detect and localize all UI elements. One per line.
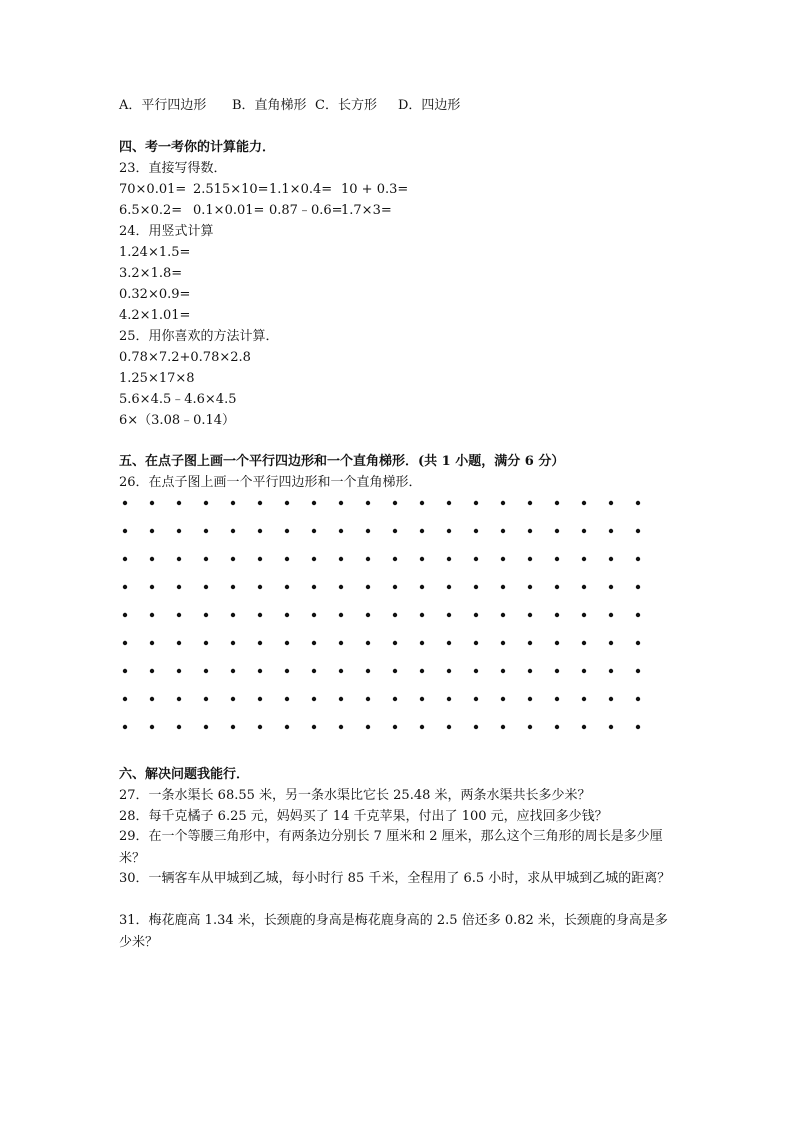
grid-dot bbox=[555, 641, 559, 645]
grid-dot bbox=[528, 641, 532, 645]
q30: 30．一辆客车从甲城到乙城，每小时行 85 千米，全程用了 6.5 小时，求从甲城到乙城的距离？ bbox=[119, 871, 671, 886]
grid-dot bbox=[393, 585, 397, 589]
grid-dot bbox=[339, 669, 343, 673]
grid-dot bbox=[393, 557, 397, 561]
option-c: C．长方形 bbox=[315, 98, 377, 113]
q24-item: 0.32×0.9= bbox=[119, 287, 191, 302]
grid-dot bbox=[312, 725, 316, 729]
grid-dot bbox=[447, 697, 451, 701]
grid-dot bbox=[474, 669, 478, 673]
grid-dot bbox=[474, 641, 478, 645]
grid-dot bbox=[177, 669, 181, 673]
grid-dot bbox=[447, 585, 451, 589]
grid-dot bbox=[204, 501, 208, 505]
q23-item: 0.1×0.01= bbox=[193, 203, 265, 218]
grid-dot bbox=[177, 529, 181, 533]
grid-dot bbox=[636, 501, 640, 505]
grid-dot bbox=[177, 585, 181, 589]
grid-dot bbox=[312, 501, 316, 505]
q31: 31．梅花鹿高 1.34 米，长颈鹿的身高是梅花鹿身高的 2.5 倍还多 0.82 米，长颈鹿的身高是多少米？ bbox=[119, 913, 668, 950]
grid-dot bbox=[285, 585, 289, 589]
grid-dot bbox=[474, 557, 478, 561]
grid-dot bbox=[609, 529, 613, 533]
grid-dot bbox=[447, 501, 451, 505]
grid-dot bbox=[609, 641, 613, 645]
grid-dot bbox=[582, 585, 586, 589]
grid-dot bbox=[582, 557, 586, 561]
grid-dot bbox=[366, 557, 370, 561]
grid-dot bbox=[420, 529, 424, 533]
grid-dot bbox=[231, 725, 235, 729]
grid-dot bbox=[555, 585, 559, 589]
grid-dot bbox=[582, 697, 586, 701]
grid-dot bbox=[285, 641, 289, 645]
grid-dot bbox=[366, 725, 370, 729]
grid-dot bbox=[420, 557, 424, 561]
grid-dot bbox=[582, 725, 586, 729]
grid-dot bbox=[339, 725, 343, 729]
grid-dot bbox=[285, 501, 289, 505]
grid-dot bbox=[636, 613, 640, 617]
grid-dot bbox=[474, 613, 478, 617]
grid-dot bbox=[609, 669, 613, 673]
grid-dot bbox=[285, 697, 289, 701]
grid-dot bbox=[528, 697, 532, 701]
grid-dot bbox=[366, 529, 370, 533]
grid-dot bbox=[312, 585, 316, 589]
grid-dot bbox=[636, 557, 640, 561]
grid-dot bbox=[285, 613, 289, 617]
grid-dot bbox=[258, 697, 262, 701]
grid-dot bbox=[231, 669, 235, 673]
grid-dot bbox=[258, 529, 262, 533]
grid-dot bbox=[366, 585, 370, 589]
grid-dot bbox=[636, 669, 640, 673]
grid-dot bbox=[204, 529, 208, 533]
grid-dot bbox=[366, 669, 370, 673]
grid-dot bbox=[123, 557, 127, 561]
grid-dot bbox=[312, 557, 316, 561]
grid-dot bbox=[420, 585, 424, 589]
grid-dot bbox=[231, 641, 235, 645]
grid-dot bbox=[636, 697, 640, 701]
grid-dot bbox=[258, 585, 262, 589]
grid-dot bbox=[636, 641, 640, 645]
q25-item: 6×（3.08﹣0.14） bbox=[119, 413, 236, 428]
grid-dot bbox=[339, 697, 343, 701]
grid-dot bbox=[393, 641, 397, 645]
q25-label: 25．用你喜欢的方法计算． bbox=[119, 329, 279, 344]
grid-dot bbox=[339, 641, 343, 645]
grid-dot bbox=[555, 613, 559, 617]
grid-dot bbox=[609, 697, 613, 701]
grid-dot bbox=[393, 725, 397, 729]
grid-dot bbox=[258, 613, 262, 617]
q24-item: 1.24×1.5= bbox=[119, 245, 191, 260]
q24-item: 4.2×1.01= bbox=[119, 308, 191, 323]
q23-item: 1.7×3= bbox=[341, 203, 392, 218]
option-a: A．平行四边形 bbox=[119, 98, 207, 113]
grid-dot bbox=[555, 529, 559, 533]
grid-dot bbox=[312, 669, 316, 673]
q23-item: 70×0.01= bbox=[119, 182, 187, 197]
grid-dot bbox=[501, 501, 505, 505]
grid-dot bbox=[393, 669, 397, 673]
q23-item: 0.87﹣0.6= bbox=[269, 203, 343, 218]
grid-dot bbox=[258, 725, 262, 729]
grid-dot bbox=[528, 725, 532, 729]
grid-dot bbox=[123, 697, 127, 701]
grid-dot bbox=[609, 613, 613, 617]
grid-dot bbox=[501, 641, 505, 645]
grid-dot bbox=[501, 585, 505, 589]
grid-dot bbox=[501, 697, 505, 701]
grid-dot bbox=[609, 585, 613, 589]
grid-dot bbox=[177, 641, 181, 645]
grid-dot bbox=[204, 557, 208, 561]
grid-dot bbox=[474, 585, 478, 589]
option-b: B．直角梯形 bbox=[232, 98, 307, 113]
q25-item: 0.78×7.2+0.78×2.8 bbox=[119, 350, 251, 365]
grid-dot bbox=[123, 641, 127, 645]
grid-dot bbox=[609, 557, 613, 561]
grid-dot bbox=[582, 613, 586, 617]
grid-dot bbox=[204, 669, 208, 673]
grid-dot bbox=[177, 697, 181, 701]
grid-dot bbox=[366, 641, 370, 645]
grid-dot bbox=[339, 613, 343, 617]
grid-dot bbox=[447, 613, 451, 617]
grid-dot bbox=[528, 501, 532, 505]
grid-dot bbox=[528, 529, 532, 533]
grid-dot bbox=[447, 557, 451, 561]
grid-dot bbox=[231, 501, 235, 505]
grid-dot bbox=[123, 501, 127, 505]
grid-dot bbox=[420, 669, 424, 673]
grid-dot bbox=[555, 501, 559, 505]
section5-title: 五、在点子图上画一个平行四边形和一个直角梯形．(共 1 小题，满分 6 分） bbox=[119, 454, 565, 469]
grid-dot bbox=[339, 557, 343, 561]
grid-dot bbox=[528, 557, 532, 561]
grid-dot bbox=[285, 529, 289, 533]
q27: 27．一条水渠长 68.55 米，另一条水渠比它长 25.48 米，两条水渠共长多少米？ bbox=[119, 788, 591, 803]
grid-dot bbox=[528, 613, 532, 617]
grid-dot bbox=[501, 725, 505, 729]
grid-dot bbox=[231, 585, 235, 589]
grid-dot bbox=[285, 725, 289, 729]
grid-dot bbox=[312, 529, 316, 533]
grid-dot bbox=[339, 501, 343, 505]
grid-dot bbox=[312, 613, 316, 617]
grid-dot bbox=[420, 697, 424, 701]
q23-item: 6.5×0.2= bbox=[119, 203, 183, 218]
grid-dot bbox=[204, 613, 208, 617]
grid-dot bbox=[447, 725, 451, 729]
grid-dot bbox=[555, 669, 559, 673]
grid-dot bbox=[204, 641, 208, 645]
grid-dot bbox=[150, 557, 154, 561]
grid-dot bbox=[258, 501, 262, 505]
grid-dot bbox=[366, 501, 370, 505]
grid-dot bbox=[474, 725, 478, 729]
grid-dot bbox=[231, 529, 235, 533]
grid-dot bbox=[474, 697, 478, 701]
grid-dot bbox=[204, 585, 208, 589]
grid-dot bbox=[123, 585, 127, 589]
grid-dot bbox=[150, 613, 154, 617]
grid-dot bbox=[474, 529, 478, 533]
grid-dot bbox=[150, 697, 154, 701]
grid-dot bbox=[150, 725, 154, 729]
grid-dot bbox=[258, 557, 262, 561]
grid-dot bbox=[501, 669, 505, 673]
grid-dot bbox=[258, 641, 262, 645]
grid-dot bbox=[123, 725, 127, 729]
grid-dot bbox=[393, 697, 397, 701]
section6-title: 六、解决问题我能行． bbox=[119, 767, 250, 782]
grid-dot bbox=[609, 725, 613, 729]
grid-dot bbox=[636, 529, 640, 533]
q29: 29．在一个等腰三角形中，有两条边分别长 7 厘米和 2 厘米，那么这个三角形的周长是多少厘米？ bbox=[119, 829, 663, 866]
grid-dot bbox=[150, 585, 154, 589]
grid-dot bbox=[420, 501, 424, 505]
q23-item: 1.1×0.4= bbox=[269, 182, 333, 197]
grid-dot bbox=[528, 585, 532, 589]
grid-dot bbox=[555, 557, 559, 561]
grid-dot bbox=[420, 641, 424, 645]
grid-dot bbox=[393, 613, 397, 617]
q25-item: 5.6×4.5﹣4.6×4.5 bbox=[119, 392, 237, 407]
grid-dot bbox=[555, 697, 559, 701]
grid-dot bbox=[231, 697, 235, 701]
grid-dot bbox=[447, 669, 451, 673]
grid-dot bbox=[150, 669, 154, 673]
grid-dot bbox=[474, 501, 478, 505]
grid-dot bbox=[582, 501, 586, 505]
grid-dot bbox=[123, 613, 127, 617]
grid-dot bbox=[636, 725, 640, 729]
q23-label: 23．直接写得数． bbox=[119, 161, 227, 176]
grid-dot bbox=[177, 613, 181, 617]
grid-dot bbox=[582, 669, 586, 673]
section4-title: 四、考一考你的计算能力． bbox=[119, 140, 276, 155]
grid-dot bbox=[501, 557, 505, 561]
q23-item: 10 + 0.3= bbox=[341, 182, 409, 197]
grid-dot bbox=[285, 669, 289, 673]
grid-dot bbox=[312, 641, 316, 645]
grid-dot bbox=[420, 725, 424, 729]
grid-dot bbox=[555, 725, 559, 729]
grid-dot bbox=[204, 725, 208, 729]
grid-dot bbox=[366, 697, 370, 701]
option-d: D．四边形 bbox=[398, 98, 461, 113]
grid-dot bbox=[177, 557, 181, 561]
grid-dot bbox=[609, 501, 613, 505]
grid-dot bbox=[150, 641, 154, 645]
grid-dot bbox=[150, 529, 154, 533]
grid-dot bbox=[285, 557, 289, 561]
q26-label: 26．在点子图上画一个平行四边形和一个直角梯形． bbox=[119, 475, 422, 490]
grid-dot bbox=[582, 641, 586, 645]
grid-dot bbox=[501, 529, 505, 533]
grid-dot bbox=[528, 669, 532, 673]
grid-dot bbox=[231, 557, 235, 561]
grid-dot bbox=[258, 669, 262, 673]
grid-dot bbox=[204, 697, 208, 701]
grid-dot bbox=[393, 501, 397, 505]
grid-dot bbox=[312, 697, 316, 701]
grid-dot bbox=[339, 529, 343, 533]
q24-item: 3.2×1.8= bbox=[119, 266, 183, 281]
grid-dot bbox=[231, 613, 235, 617]
grid-dot bbox=[123, 529, 127, 533]
q28: 28．每千克橘子 6.25 元，妈妈买了 14 千克苹果，付出了 100 元，应找回多少钱？ bbox=[119, 809, 608, 824]
grid-dot bbox=[636, 585, 640, 589]
grid-dot bbox=[501, 613, 505, 617]
grid-dot bbox=[447, 641, 451, 645]
q24-label: 24．用竖式计算 bbox=[119, 224, 214, 239]
grid-dot bbox=[339, 585, 343, 589]
grid-dot bbox=[150, 501, 154, 505]
grid-dot bbox=[123, 669, 127, 673]
grid-dot bbox=[447, 529, 451, 533]
grid-dot bbox=[582, 529, 586, 533]
grid-dot bbox=[393, 529, 397, 533]
q23-item: 2.515×10= bbox=[193, 182, 269, 197]
grid-dot bbox=[420, 613, 424, 617]
grid-dot bbox=[177, 501, 181, 505]
grid-dot bbox=[177, 725, 181, 729]
grid-dot bbox=[366, 613, 370, 617]
q25-item: 1.25×17×8 bbox=[119, 371, 195, 386]
